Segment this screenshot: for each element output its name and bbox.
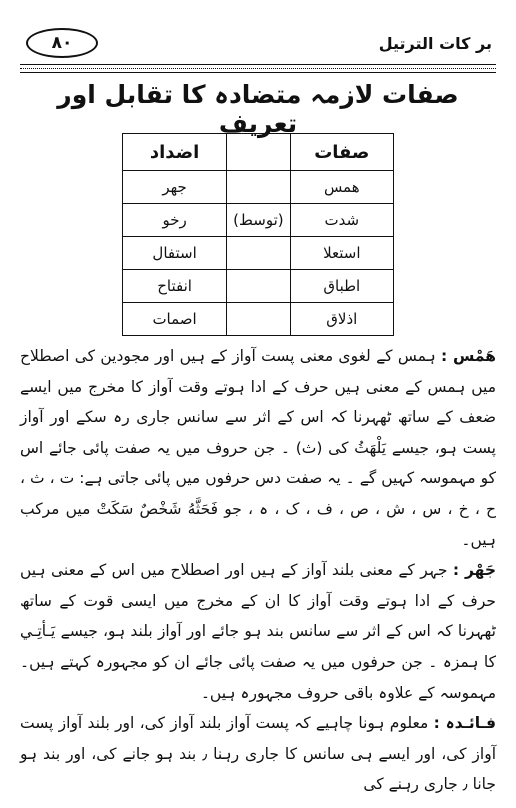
- text-faida: معلوم ہونا چاہیے کہ پست آواز بلند آواز کی، اور بلند آواز پست آواز کی، اور ایسے ہی سانس کا جاری رہنا ٫ بند ہو جانے کی، اور بند ہو جانا ٫ جاری رہنے کی: [20, 714, 497, 794]
- cell-middle: [227, 171, 290, 204]
- sifat-table: [122, 133, 394, 336]
- table-row: [123, 303, 394, 336]
- header-azdad: اضداد: [123, 134, 227, 171]
- header-rule: [20, 64, 496, 65]
- header-rule: [20, 72, 496, 73]
- cell-middle: [227, 270, 290, 303]
- running-title: بر کات الترتیل: [378, 34, 492, 53]
- table-row: [123, 204, 394, 237]
- term-hams: ھَمْس :: [440, 347, 496, 365]
- page-header: [20, 20, 496, 62]
- text-hams: ہمس کے لغوی معنی پست آواز کے ہیں اور مجودین کی اصطلاح میں ہمس کے معنی ہیں حرف کے ادا ہوتے وقت آواز کا مخرج میں ایسے ضعف کے ساتھ ٹھہرنا کہ اس کے اثر سے سانس جاری رہ سکے اور آواز پست ہو، جیسے یَلْهَثُ کی (ث) ۔ جن حروف میں یہ صفت پائی جائے اس کو مہموسہ کہیں گے ۔ یہ صفت دس حرفوں میں پائی جاتی ہے: ت ، ث ، ح ، خ ، س ، ش ، ص ، ف ، ک ، ہ ، جو فَحَثَّهُ شَخْصٌ سَكَتْ میں مرکب ہیں۔: [20, 347, 496, 549]
- page-title: صفات لازمہ متضادہ کا تقابل اور تعریف: [57, 80, 459, 138]
- header-middle: [227, 134, 290, 171]
- body-text: [20, 341, 496, 800]
- cell-middle: [227, 303, 290, 336]
- cell-azdad: انفتاح: [123, 270, 227, 303]
- table-row: [123, 270, 394, 303]
- cell-azdad: رخو: [123, 204, 227, 237]
- paragraph-faida: [20, 708, 496, 800]
- term-faida: فـائـدہ :: [433, 714, 496, 733]
- header-rule-dotted: [20, 68, 496, 69]
- cell-azdad: جهر: [123, 171, 227, 204]
- cell-azdad: استفال: [123, 237, 227, 270]
- table-row: [123, 237, 394, 270]
- cell-azdad: اصمات: [123, 303, 227, 336]
- cell-middle: [227, 237, 290, 270]
- term-jahr: جَھْر :: [452, 561, 496, 580]
- cell-sifat: شدت: [290, 204, 393, 237]
- table-row: [123, 171, 394, 204]
- cell-sifat: استعلا: [290, 237, 393, 270]
- header-sifat: صفات: [290, 134, 393, 171]
- text-jahr: جہر کے معنی بلند آواز کے ہیں اور اصطلاح میں اس کے معنی ہیں حرف کے ادا ہوتے وقت آواز کا ان کے مخرج میں ایسی قوت کے ساتھ ٹھہرنا کہ اس کے اثر سے سانس بند ہو جائے اور آواز بلند ہو، جیسے یَـأتِـي کا ہمزہ ۔ جن حرفوں میں یہ صفت پائی جائے ان کو مجہورہ کہتے ہیں۔ مہموسہ کے علاوہ باقی حروف مجہورہ ہیں۔: [20, 561, 496, 702]
- cell-sifat: همس: [290, 171, 393, 204]
- table-header-row: [123, 134, 394, 171]
- paragraph-hams: [20, 341, 496, 555]
- cell-sifat: اطباق: [290, 270, 393, 303]
- paragraph-jahr: [20, 555, 496, 708]
- page-number: ۸۰: [26, 28, 98, 58]
- cell-middle: (توسط): [227, 204, 290, 237]
- cell-sifat: اذلاق: [290, 303, 393, 336]
